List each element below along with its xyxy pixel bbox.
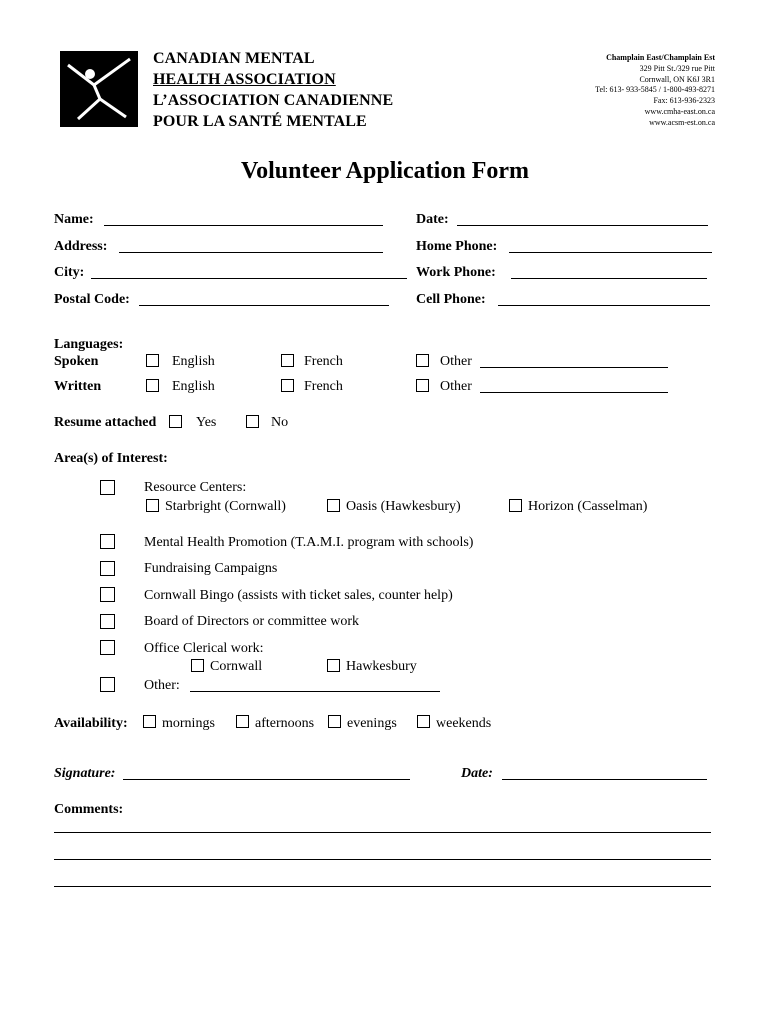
spoken-english-checkbox[interactable]: [146, 354, 159, 367]
signature-label: Signature:: [54, 766, 116, 781]
clerical-checkbox[interactable]: [100, 640, 115, 655]
spoken-french-checkbox[interactable]: [281, 354, 294, 367]
office-fax: Fax: 613-936-2323: [653, 96, 715, 105]
weekends-checkbox[interactable]: [417, 715, 430, 728]
afternoons-checkbox[interactable]: [236, 715, 249, 728]
hawkesbury-label: Hawkesbury: [346, 659, 417, 674]
work-phone-field[interactable]: [511, 278, 707, 279]
cornwall-label: Cornwall: [210, 659, 263, 674]
comments-line-1[interactable]: [54, 832, 711, 833]
oasis-label: Oasis (Hawkesbury): [346, 499, 461, 514]
weekends-label: weekends: [436, 716, 492, 731]
work-phone-label: Work Phone:: [416, 265, 496, 280]
written-english-label: English: [172, 379, 215, 394]
oasis-checkbox[interactable]: [327, 499, 340, 512]
other-interest-field[interactable]: [190, 691, 440, 692]
written-other-field[interactable]: [480, 392, 668, 393]
written-french-label: French: [304, 379, 343, 394]
office-name: Champlain East/Champlain Est: [606, 53, 715, 62]
afternoons-label: afternoons: [255, 716, 315, 731]
availability-label: Availability:: [54, 716, 128, 731]
spoken-other-field[interactable]: [480, 367, 668, 368]
other-interest-checkbox[interactable]: [100, 677, 115, 692]
org-name-line-1: CANADIAN MENTAL: [153, 50, 315, 67]
evenings-checkbox[interactable]: [328, 715, 341, 728]
dancing-figure-icon: [60, 51, 138, 127]
org-name-line-3: L’ASSOCIATION CANADIENNE: [153, 92, 394, 109]
city-label: City:: [54, 265, 85, 280]
written-label: Written: [54, 379, 102, 394]
name-label: Name:: [54, 212, 94, 227]
form-title: Volunteer Application Form: [240, 158, 529, 184]
mornings-label: mornings: [162, 716, 215, 731]
address-field[interactable]: [119, 252, 383, 253]
office-web-fr: www.acsm-est.on.ca: [649, 118, 715, 127]
office-street: 329 Pitt St./329 rue Pitt: [639, 64, 715, 73]
spoken-label: Spoken: [54, 354, 99, 369]
cmha-logo: [60, 51, 138, 127]
written-other-label: Other: [440, 379, 472, 394]
bingo-checkbox[interactable]: [100, 587, 115, 602]
home-phone-field[interactable]: [509, 252, 712, 253]
horizon-checkbox[interactable]: [509, 499, 522, 512]
office-tel: Tel: 613- 933-5845 / 1-800-493-8271: [595, 85, 715, 94]
postal-code-field[interactable]: [139, 305, 389, 306]
comments-line-2[interactable]: [54, 859, 711, 860]
date-field[interactable]: [457, 225, 708, 226]
languages-heading: Languages:: [54, 337, 124, 352]
resume-yes-label: Yes: [196, 415, 217, 430]
signature-field[interactable]: [123, 779, 410, 780]
office-web-en: www.cmha-east.on.ca: [644, 107, 715, 116]
office-city: Cornwall, ON K6J 3R1: [639, 75, 715, 84]
bingo-label: Cornwall Bingo (assists with ticket sales, counter help): [144, 588, 453, 603]
spoken-french-label: French: [304, 354, 343, 369]
org-name-line-2: HEALTH ASSOCIATION: [153, 71, 336, 88]
address-label: Address:: [54, 239, 108, 254]
board-label: Board of Directors or committee work: [144, 614, 359, 629]
evenings-label: evenings: [347, 716, 397, 731]
resume-no-checkbox[interactable]: [246, 415, 259, 428]
other-interest-label: Other:: [144, 678, 180, 693]
spoken-other-checkbox[interactable]: [416, 354, 429, 367]
horizon-label: Horizon (Casselman): [528, 499, 648, 514]
starbright-checkbox[interactable]: [146, 499, 159, 512]
org-name-line-4: POUR LA SANTÉ MENTALE: [153, 113, 367, 130]
starbright-label: Starbright (Cornwall): [165, 499, 286, 514]
hawkesbury-checkbox[interactable]: [327, 659, 340, 672]
fundraising-label: Fundraising Campaigns: [144, 561, 278, 576]
written-english-checkbox[interactable]: [146, 379, 159, 392]
signature-date-label: Date:: [461, 766, 493, 781]
cornwall-checkbox[interactable]: [191, 659, 204, 672]
city-field[interactable]: [91, 278, 407, 279]
written-other-checkbox[interactable]: [416, 379, 429, 392]
fundraising-checkbox[interactable]: [100, 561, 115, 576]
written-french-checkbox[interactable]: [281, 379, 294, 392]
board-checkbox[interactable]: [100, 614, 115, 629]
spoken-english-label: English: [172, 354, 215, 369]
spoken-other-label: Other: [440, 354, 472, 369]
clerical-label: Office Clerical work:: [144, 641, 264, 656]
resource-centers-checkbox[interactable]: [100, 480, 115, 495]
name-field[interactable]: [104, 225, 383, 226]
resume-label: Resume attached: [54, 415, 157, 430]
postal-code-label: Postal Code:: [54, 292, 130, 307]
mental-health-label: Mental Health Promotion (T.A.M.I. program with schools): [144, 535, 474, 550]
resume-yes-checkbox[interactable]: [169, 415, 182, 428]
cell-phone-field[interactable]: [498, 305, 710, 306]
comments-line-3[interactable]: [54, 886, 711, 887]
cell-phone-label: Cell Phone:: [416, 292, 486, 307]
resource-centers-label: Resource Centers:: [144, 480, 247, 495]
date-label: Date:: [416, 212, 449, 227]
signature-date-field[interactable]: [502, 779, 707, 780]
mornings-checkbox[interactable]: [143, 715, 156, 728]
interest-heading: Area(s) of Interest:: [54, 451, 168, 466]
home-phone-label: Home Phone:: [416, 239, 498, 254]
mental-health-checkbox[interactable]: [100, 534, 115, 549]
resume-no-label: No: [271, 415, 289, 430]
comments-label: Comments:: [54, 802, 124, 817]
